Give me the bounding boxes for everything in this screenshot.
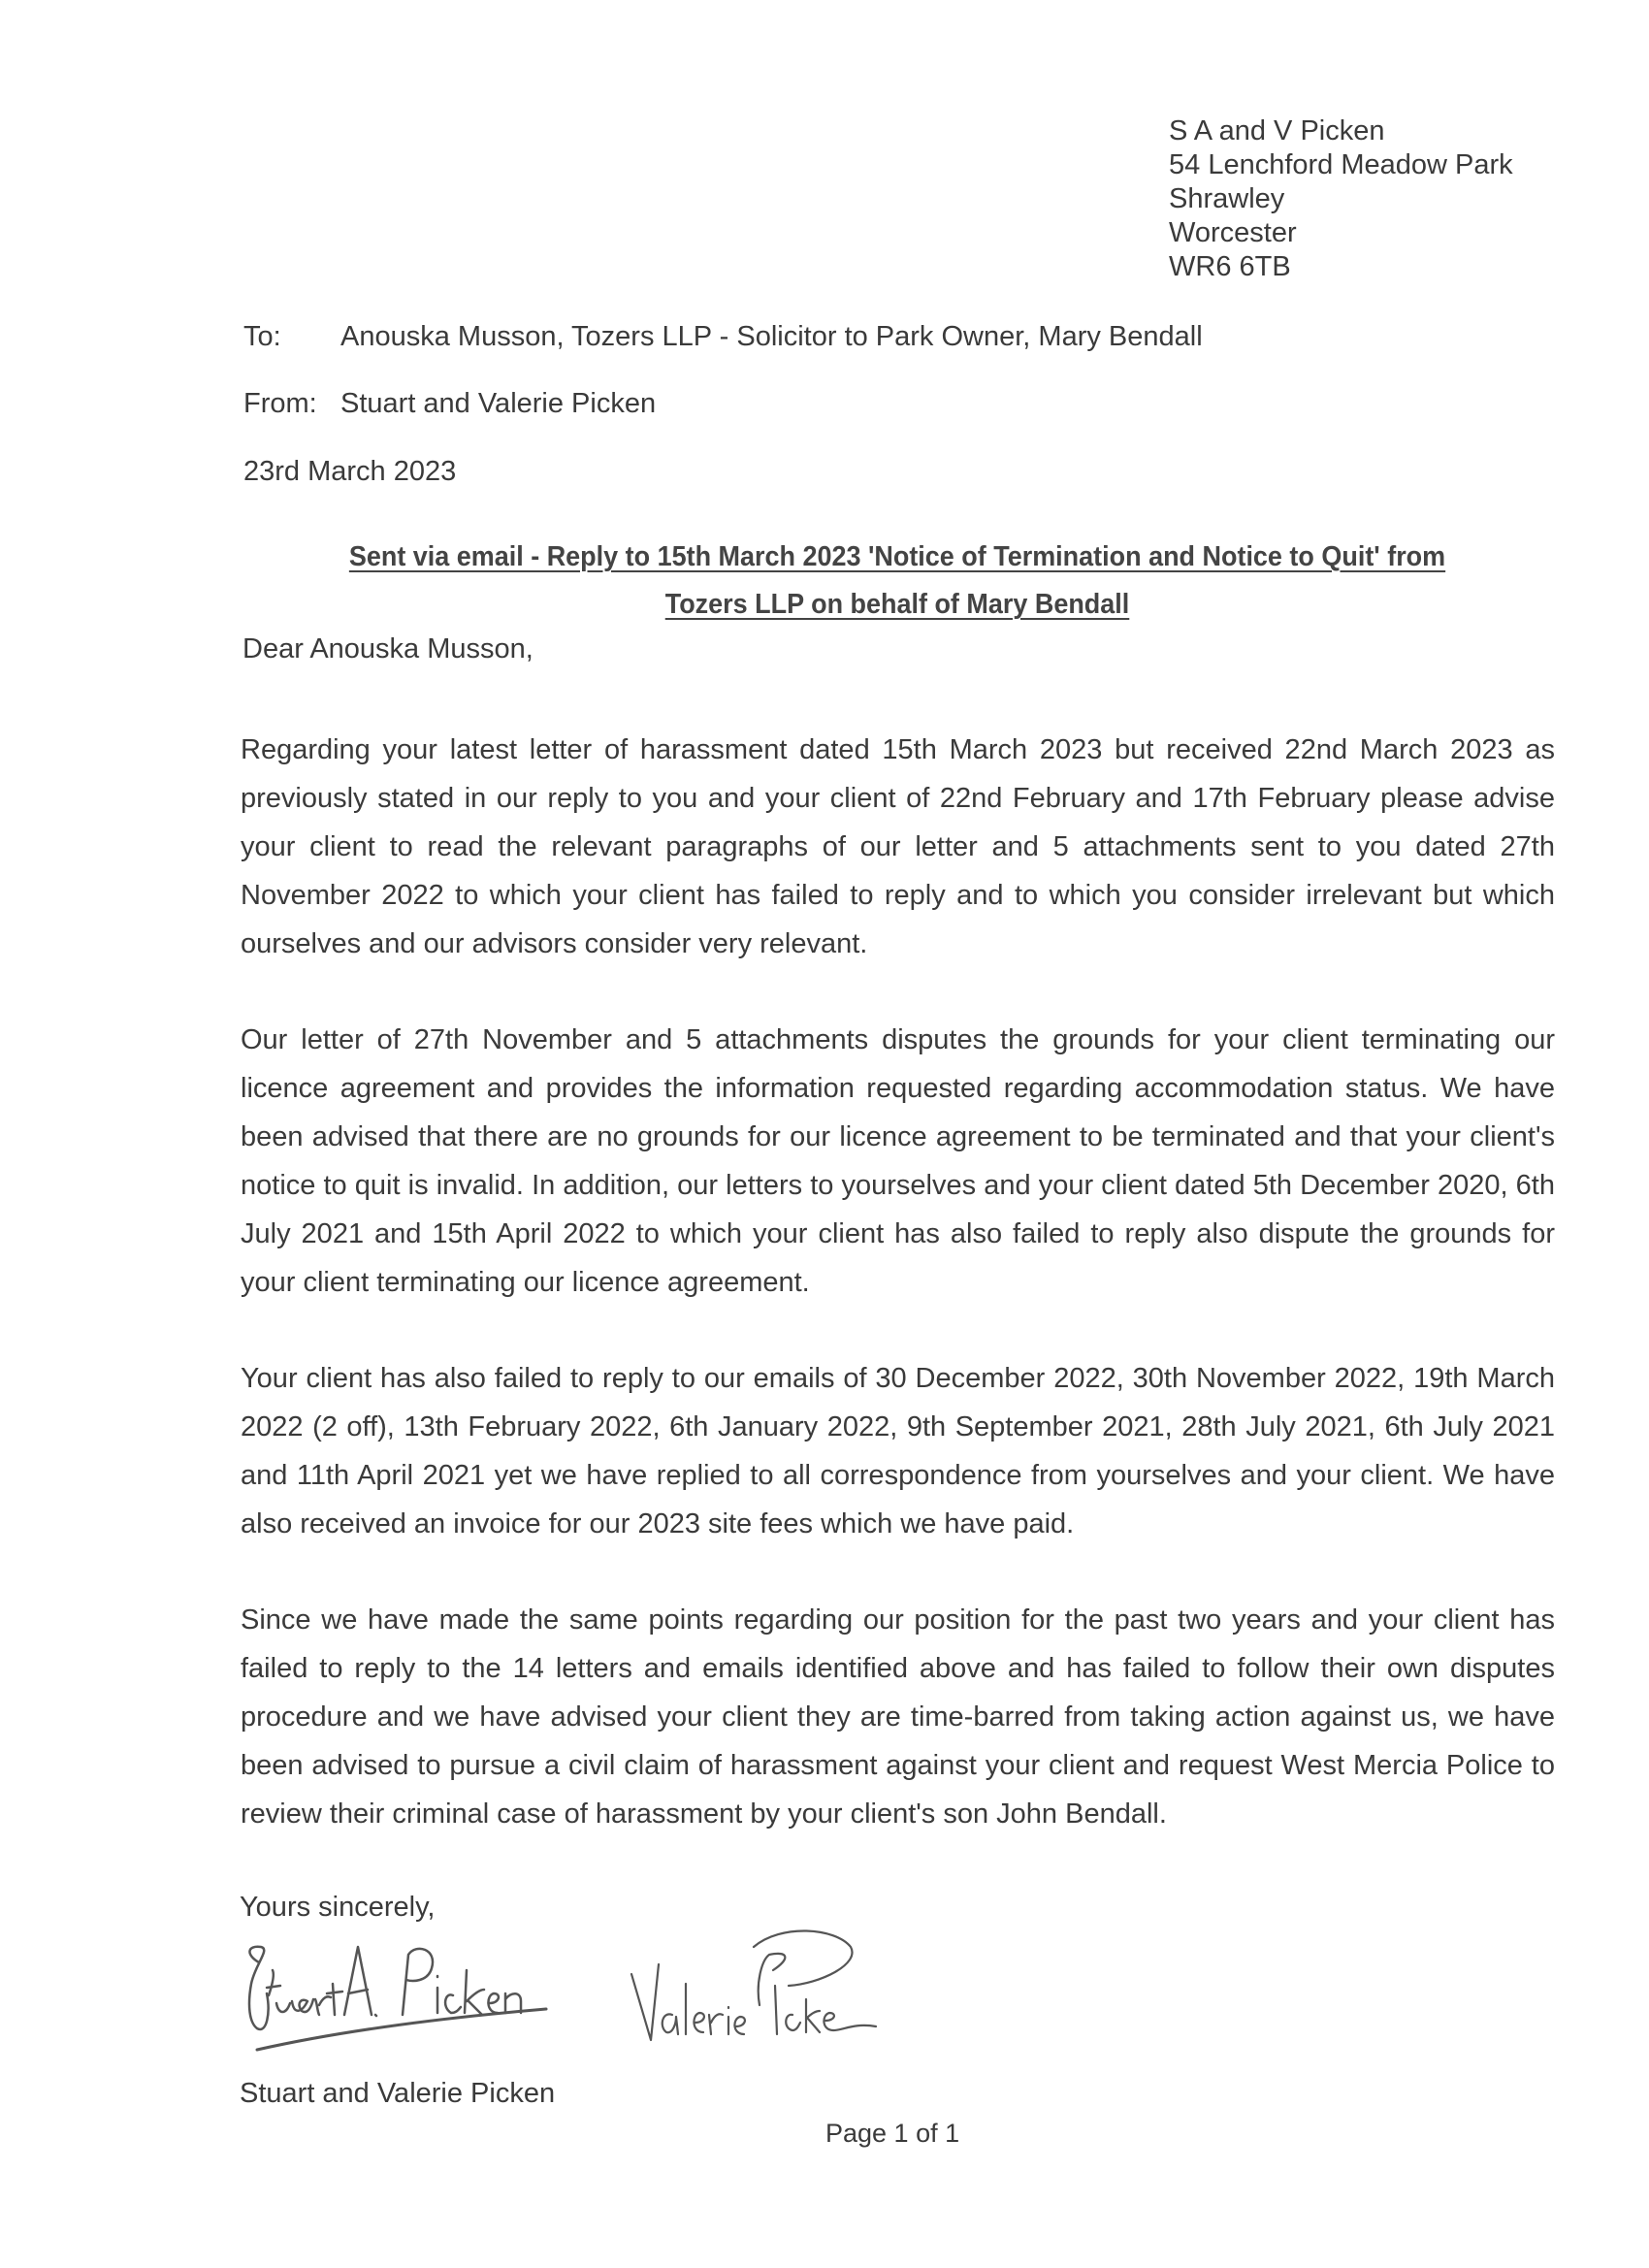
page-number: Page 1 of 1 — [825, 2119, 960, 2148]
paragraph-2: Our letter of 27th November and 5 attachments disputes the grounds for your client terminating our licence agreement and provides the information requested regarding accommodation status. We have been advised that there are no grounds for our licence agreement to be terminated and that your client's notice to quit is invalid. In addition, our letters to yourselves and your client dated 5th December 2020, 6th July 2021 and 15th April 2022 to which your client has also failed to reply also dispute the grounds for your client terminating our licence agreement. — [241, 1024, 1555, 1298]
signatory-name: Stuart and Valerie Picken — [240, 2078, 556, 2109]
from-label: From: — [243, 388, 317, 419]
paragraph-3: Your client has also failed to reply to our emails of 30 December 2022, 30th November 2022, 19th March 2022 (2 off), 13th February 2022, 6th January 2022, 9th September 2021, 28th July 2021, 6th July 2021 and 11th April 2021 yet we have replied to all correspondence from yourselves and your client. We have also received an invoice for our 2023 site fees which we have paid. — [241, 1363, 1555, 1539]
address-line: Worcester — [1169, 217, 1297, 248]
letter-date: 23rd March 2023 — [243, 456, 457, 487]
salutation: Dear Anouska Musson, — [242, 633, 534, 664]
signature-valerie — [626, 1926, 917, 2061]
from-line — [243, 388, 656, 420]
sender-address — [1169, 114, 1513, 284]
address-line: 54 Lenchford Meadow Park — [1169, 149, 1513, 180]
from-value: Stuart and Valerie Picken — [340, 388, 657, 419]
address-line: Shrawley — [1169, 183, 1285, 214]
paragraph-4: Since we have made the same points regarding our position for the past two years and your client has failed to reply to the 14 letters and emails identified above and has failed to follow their own disputes procedure and we have advised your client they are time-barred from taking action against us, we have been advised to pursue a civil claim of harassment against your client and request West Mercia Police to review their criminal case of harassment by your client's son John Bendall. — [241, 1604, 1555, 1830]
subject-line-2: Tozers LLP on behalf of Mary Bendall — [664, 589, 1130, 620]
signature-stuart — [238, 1926, 572, 2061]
subject-line-1: Sent via email - Reply to 15th March 2023 'Notice of Termination and Notice to Quit' from — [348, 541, 1446, 572]
closing: Yours sincerely, — [240, 1892, 436, 1923]
address-line: S A and V Picken — [1169, 115, 1385, 146]
subject-heading — [279, 534, 1515, 629]
address-line: WR6 6TB — [1169, 251, 1291, 282]
to-line — [243, 321, 1203, 353]
to-value: Anouska Musson, Tozers LLP - Solicitor to Park Owner, Mary Bendall — [340, 321, 1203, 352]
paragraph-1: Regarding your latest letter of harassment dated 15th March 2023 but received 22nd March 2023 as previously stated in our reply to you and your client of 22nd February and 17th February please advise your client to read the relevant paragraphs of our letter and 5 attachments sent to you dated 27th November 2022 to which your client has failed to reply and to which you consider irrelevant but which ourselves and our advisors consider very relevant. — [241, 734, 1555, 959]
to-label: To: — [243, 321, 281, 352]
